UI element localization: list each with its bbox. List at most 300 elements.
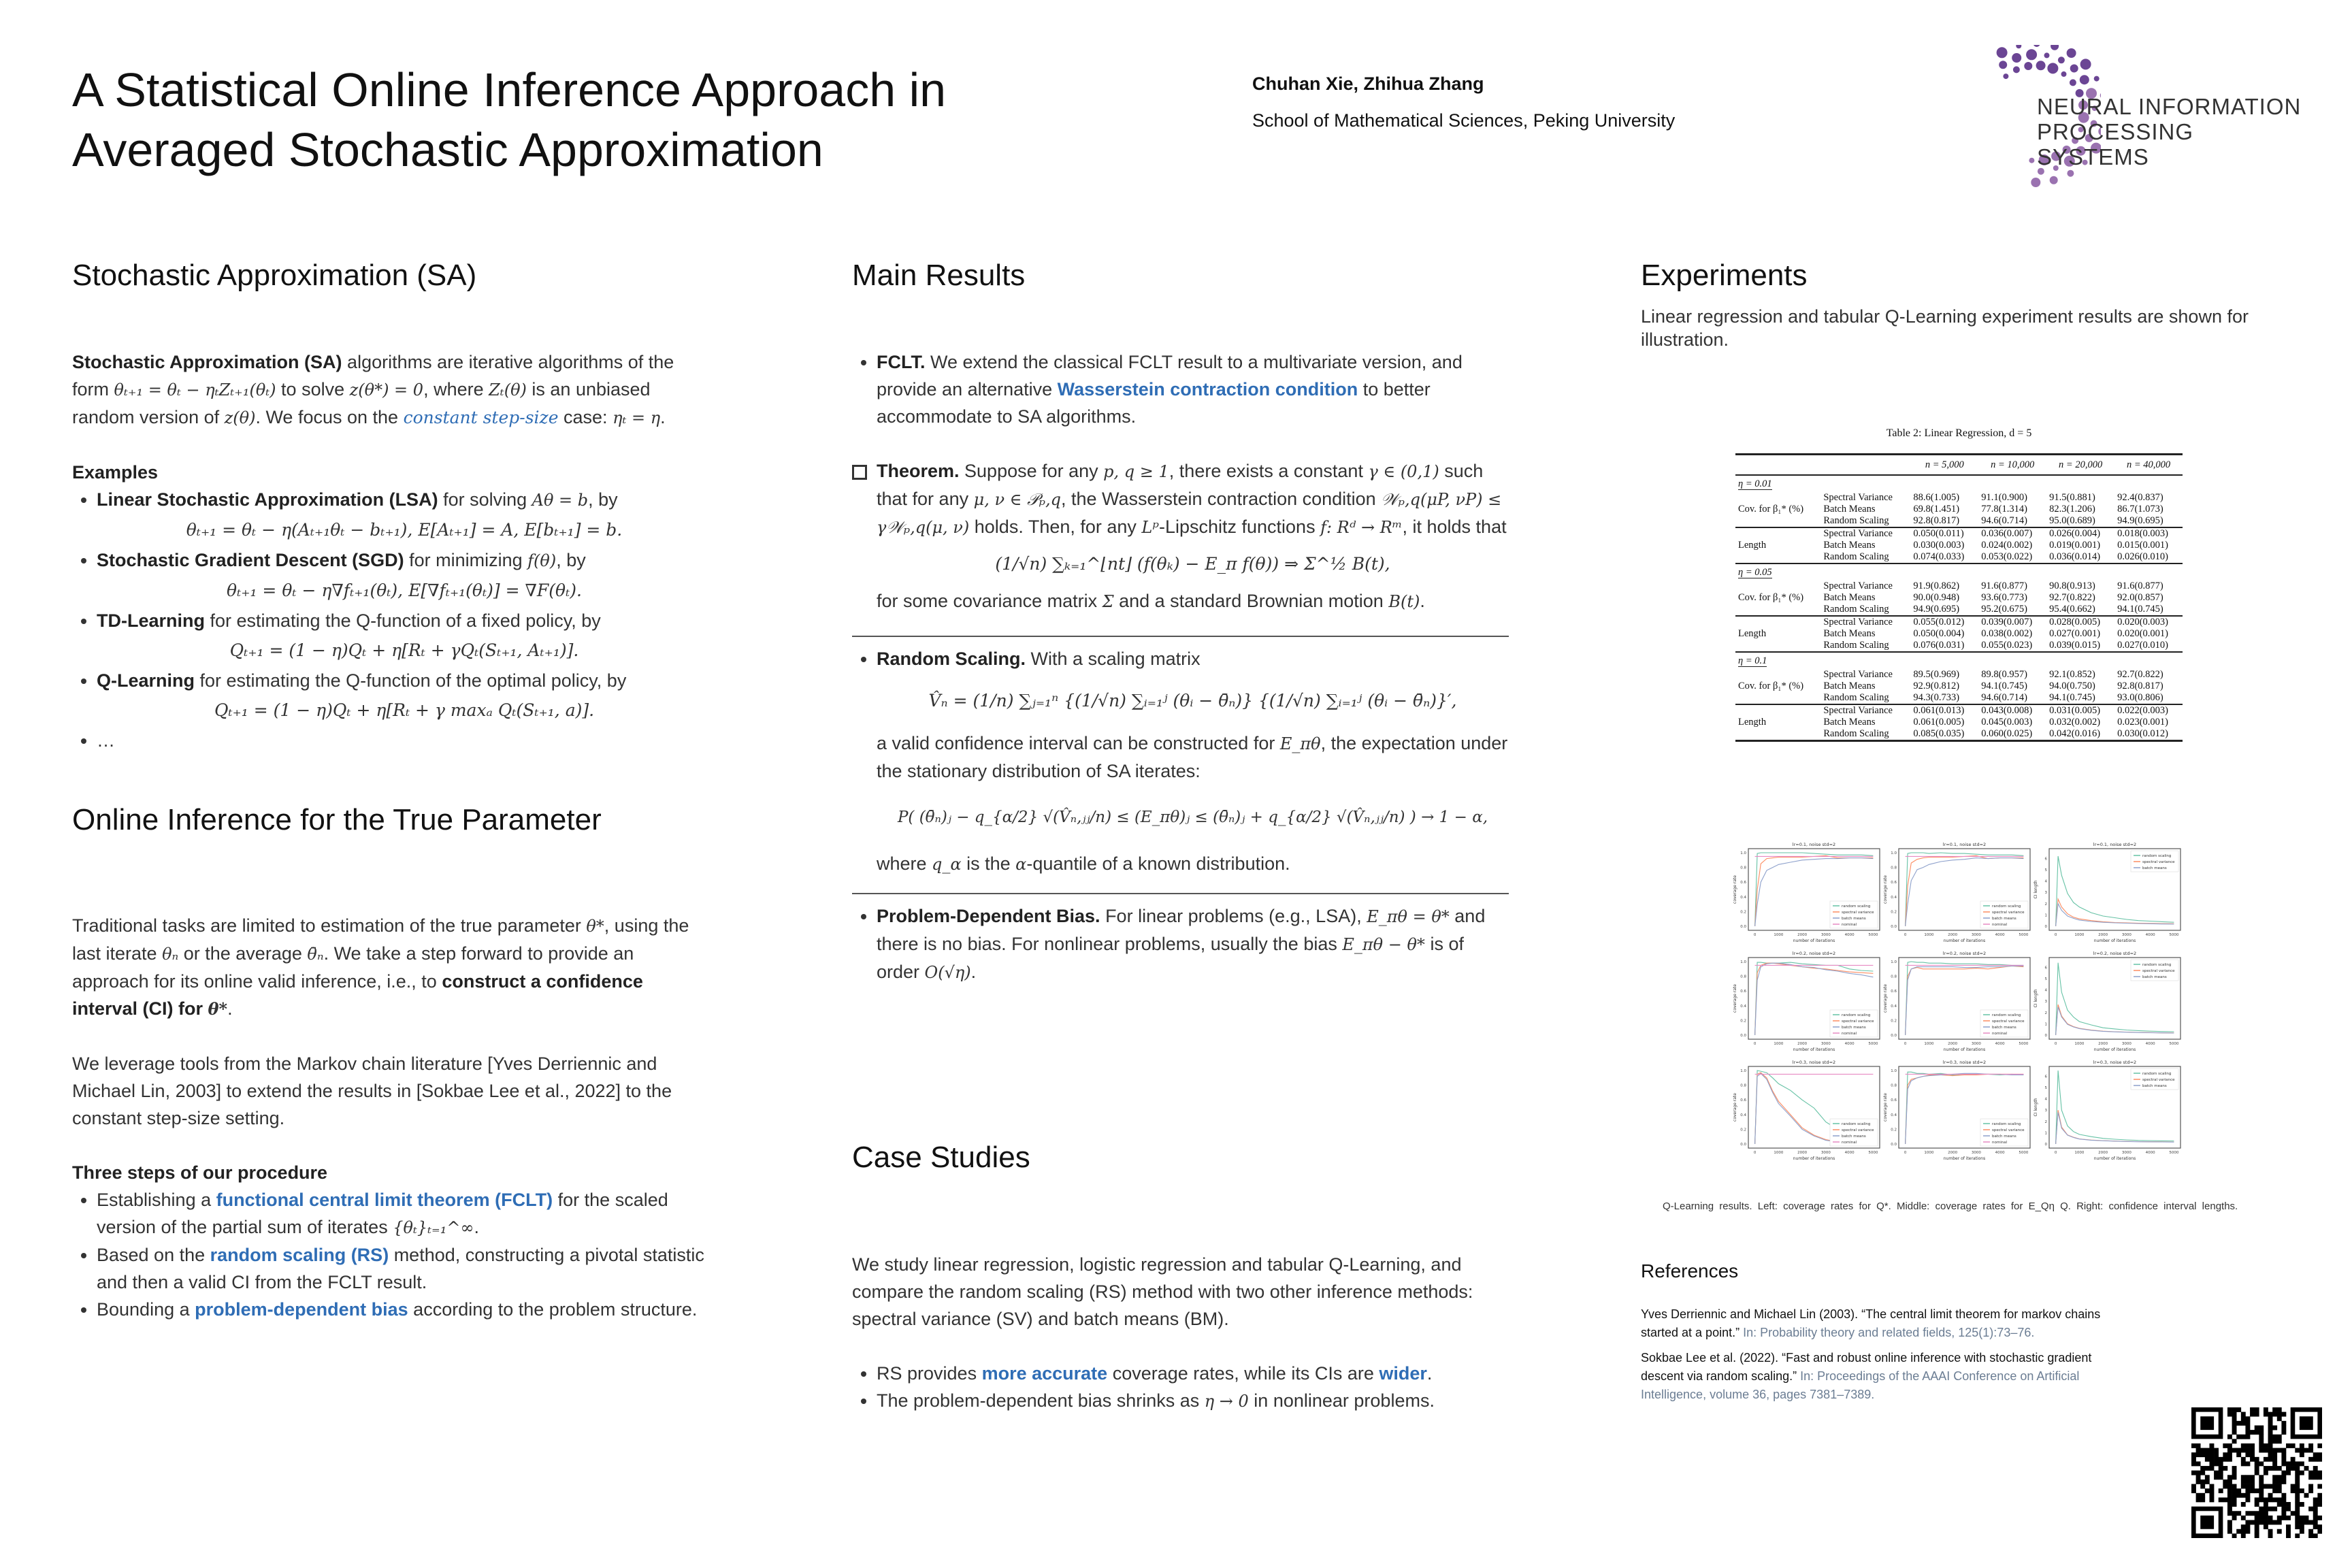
legend-label: batch means [1842, 1134, 1866, 1139]
main-results-section [852, 259, 1509, 986]
qr-module [2259, 1520, 2264, 1525]
qr-module [2209, 1461, 2214, 1466]
qr-module [2277, 1435, 2282, 1439]
results-table [1735, 453, 2183, 742]
rs-mid [877, 730, 1509, 785]
qr-module [2300, 1461, 2304, 1466]
table-cell: 90.8(0.913) [2049, 581, 2095, 591]
table-cell: Random Scaling [1823, 515, 1889, 526]
qr-module [2241, 1412, 2246, 1417]
qr-module [2196, 1461, 2201, 1466]
qr-module [2286, 1471, 2291, 1475]
legend-label: spectral variance [1992, 911, 2025, 915]
text-segment: for minimizing [404, 550, 528, 570]
qr-module [2277, 1475, 2282, 1480]
qr-module [2313, 1452, 2318, 1457]
text-segment: Aθ = b [532, 491, 589, 510]
qr-module [2214, 1448, 2219, 1453]
qr-module [2219, 1471, 2223, 1475]
qr-module [2227, 1457, 2232, 1462]
qr-module [2300, 1529, 2304, 1534]
x-tick-label: 1000 [1924, 1042, 1934, 1046]
rs-text [877, 645, 1509, 672]
rs-tail [877, 850, 1509, 878]
qr-module [2264, 1407, 2268, 1412]
x-tick-label: 1000 [2074, 933, 2085, 937]
text-segment: p, q ≥ 1 [1103, 462, 1169, 481]
qr-module [2313, 1520, 2318, 1525]
list-item [97, 667, 712, 724]
text-segment: α [1015, 855, 1027, 874]
qr-module [2277, 1407, 2282, 1412]
qr-module [2317, 1493, 2322, 1498]
qr-module [2300, 1516, 2304, 1520]
list-item [97, 727, 712, 754]
qr-module [2209, 1448, 2214, 1453]
logo-dot [1999, 61, 2007, 69]
text-segment: Stochastic Gradient Descent (SGD) [97, 550, 404, 570]
text-segment: for solving [438, 489, 532, 510]
bias-bullet [877, 902, 1509, 986]
x-tick-label: 5000 [2169, 1151, 2179, 1155]
qr-module [2264, 1457, 2268, 1462]
y-tick-label: 0.2 [1891, 910, 1897, 915]
text-segment: η → 0 [1204, 1392, 1249, 1411]
y-tick-label: 6 [2044, 1075, 2047, 1079]
qr-module [2255, 1520, 2259, 1525]
qr-module [2200, 1452, 2205, 1457]
table-cell: 0.032(0.002) [2049, 717, 2101, 728]
reference-venue: In: Probability theory and related fields, 125(1):73–76. [1740, 1326, 2035, 1339]
examples-heading: Examples [72, 462, 159, 483]
table-cell: 91.1(0.900) [1981, 492, 2027, 503]
line-chart [1732, 840, 1882, 949]
x-axis-label: number of iterations [1943, 1047, 1986, 1052]
qr-module [2245, 1493, 2250, 1498]
qr-module [2205, 1466, 2210, 1471]
qr-module [2259, 1448, 2264, 1453]
qr-module [2317, 1475, 2322, 1480]
line-chart [2033, 1058, 2183, 1166]
logo-dot [2061, 71, 2067, 77]
qr-module [2259, 1430, 2264, 1435]
qr-module [2259, 1488, 2264, 1493]
table-cell: 94.9(0.695) [2117, 515, 2163, 526]
qr-module [2209, 1466, 2214, 1471]
qr-module [2317, 1443, 2322, 1448]
text-segment: θ* [586, 917, 604, 936]
qr-module [2227, 1524, 2232, 1529]
text-segment: Random Scaling. [877, 649, 1026, 669]
qr-module [2291, 1443, 2296, 1448]
table-cell: 0.024(0.002) [1981, 540, 2033, 551]
qr-module [2236, 1421, 2241, 1426]
qr-module [2295, 1448, 2300, 1453]
qr-module [2219, 1475, 2223, 1480]
qr-module [2241, 1524, 2246, 1529]
text-segment: , using the last iterate [72, 915, 689, 964]
text-segment: , it holds that [1402, 517, 1507, 537]
y-tick-label: 3 [2044, 1000, 2047, 1004]
qr-module [2277, 1466, 2282, 1471]
theorem-equation: (1/√n) ∑ₖ₌₁^⌊nt⌋ (f(θₖ) − E_π f(θ)) ⇒ Σ^½ B(t), [995, 554, 1390, 574]
qr-module [2245, 1425, 2250, 1430]
qr-module [2259, 1484, 2264, 1489]
qr-module [2250, 1511, 2255, 1516]
qr-module [2277, 1412, 2282, 1417]
y-tick-label: 0.0 [1891, 1143, 1897, 1147]
qr-module [2232, 1493, 2237, 1498]
y-tick-label: 0.6 [1740, 881, 1746, 885]
text-segment: case: [558, 407, 613, 427]
text-segment: or the average [178, 943, 308, 964]
y-tick-label: 1.0 [1740, 1069, 1746, 1073]
qr-module [2295, 1471, 2300, 1475]
qr-module [2272, 1448, 2277, 1453]
qr-module [2264, 1507, 2268, 1512]
qr-module [2268, 1430, 2273, 1435]
legend-label: batch means [2142, 866, 2167, 870]
qr-module [2308, 1488, 2313, 1493]
text-segment: according to the problem structure. [408, 1299, 698, 1320]
steps-list [72, 1186, 712, 1323]
x-tick-label: 4000 [2145, 1042, 2155, 1046]
logo-dot [2067, 170, 2074, 177]
table-cell: 0.039(0.015) [2049, 640, 2101, 651]
qr-module [2264, 1511, 2268, 1516]
x-tick-label: 0 [2054, 1151, 2057, 1155]
qr-module [2272, 1507, 2277, 1512]
qr-module [2308, 1457, 2313, 1462]
table-cell: 0.042(0.016) [2049, 728, 2101, 739]
table-row [1735, 581, 2183, 592]
x-tick-label: 4000 [1995, 1151, 2005, 1155]
qr-module [2281, 1421, 2286, 1426]
text-segment: , the Wasserstein contraction condition [1060, 489, 1382, 509]
table-caption: Table 2: Linear Regression, d = 5 [1886, 427, 2032, 439]
experiments-section [1641, 259, 2287, 351]
list-item [97, 486, 712, 544]
qr-module [2291, 1466, 2296, 1471]
x-tick-label: 5000 [2019, 933, 2029, 937]
qr-module [2191, 1484, 2196, 1489]
y-tick-label: 0.8 [1891, 975, 1897, 979]
table-cell: 92.9(0.812) [1913, 681, 1960, 691]
qr-module [2196, 1475, 2201, 1480]
qr-module [2214, 1471, 2219, 1475]
qr-module [2272, 1466, 2277, 1471]
text-segment: -Lipschitz functions [1158, 517, 1321, 537]
qr-module [2191, 1443, 2196, 1448]
qr-module [2268, 1497, 2273, 1502]
qr-module [2255, 1529, 2259, 1534]
qr-module [2268, 1466, 2273, 1471]
y-axis-label: coverage rate [1733, 984, 1737, 1013]
qr-module [2286, 1443, 2291, 1448]
text-segment: E_πθ [1279, 734, 1321, 753]
qr-module [2272, 1520, 2277, 1525]
text-segment: Lᵖ [1141, 518, 1159, 537]
qr-module [2277, 1520, 2282, 1525]
y-tick-label: 0.2 [1891, 1128, 1897, 1132]
qr-module [2245, 1435, 2250, 1439]
random-scaling-bullet [877, 645, 1509, 878]
chart-title: lr=0.2, noise std=2 [2093, 951, 2137, 956]
reference-venue: In: Proceedings of the AAAI Conference on Artificial Intelligence, volume 36, pages 7381–7389. [1641, 1369, 2080, 1401]
y-tick-label: 0.2 [1891, 1019, 1897, 1024]
qr-module [2277, 1416, 2282, 1421]
text-segment: , where [423, 379, 489, 399]
qr-module [2272, 1461, 2277, 1466]
table-cell: 0.050(0.004) [1913, 628, 1965, 639]
y-tick-label: 1.0 [1740, 960, 1746, 964]
text-segment: z(θ) [224, 408, 256, 427]
x-tick-label: 4000 [1844, 933, 1855, 937]
table-cell: 92.1(0.852) [2049, 669, 2095, 680]
qr-module [2317, 1516, 2322, 1520]
table-cell: Spectral Variance [1823, 617, 1893, 627]
text-segment: a valid confidence interval can be constructed for [877, 733, 1280, 753]
text-segment: problem-dependent bias [195, 1299, 408, 1320]
legend-label: nominal [1842, 1141, 1857, 1145]
table-cell: 0.030(0.003) [1913, 540, 1965, 551]
legend-label: random scaling [1992, 1122, 2021, 1126]
qr-module [2200, 1484, 2205, 1489]
logo-dot [2047, 63, 2058, 74]
y-tick-label: 0.8 [1740, 866, 1746, 870]
qr-module [2223, 1452, 2227, 1457]
qr-module [2255, 1511, 2259, 1516]
qr-module [2272, 1457, 2277, 1462]
chart-title: lr=0.3, noise std=2 [1942, 1060, 1987, 1065]
qr-module [2300, 1520, 2304, 1525]
x-tick-label: 4000 [1844, 1042, 1855, 1046]
y-tick-label: 2 [2044, 902, 2047, 906]
qr-module [2223, 1484, 2227, 1489]
qr-module [2200, 1480, 2205, 1484]
qr-module [2277, 1488, 2282, 1493]
chart-title: lr=0.1, noise std=2 [1792, 842, 1836, 847]
x-tick-label: 3000 [2121, 1151, 2132, 1155]
x-tick-label: 2000 [1797, 1151, 1808, 1155]
qr-module [2227, 1452, 2232, 1457]
qr-module [2250, 1457, 2255, 1462]
qr-module [2245, 1529, 2250, 1534]
qr-module [2308, 1520, 2313, 1525]
qr-module [2196, 1452, 2201, 1457]
legend-label: spectral variance [1842, 911, 1874, 915]
case-list [852, 1360, 1509, 1415]
line-chart [1882, 949, 2033, 1058]
sa-section [72, 259, 712, 754]
table-cell: 92.7(0.822) [2049, 592, 2095, 603]
authors: Chuhan Xie, Zhihua Zhang [1252, 74, 1484, 94]
text-segment: f: Rᵈ → Rᵐ [1320, 518, 1403, 537]
reference-item [1641, 1349, 2110, 1404]
y-tick-label: 1 [2044, 1131, 2047, 1136]
text-segment: . [1426, 1363, 1433, 1384]
reference-text: Yves Derriennic and Michael Lin (2003). “The central limit theorem for markov chains started at a point.” [1641, 1307, 2101, 1339]
title-line-1: A Statistical Online Inference Approach in [72, 63, 947, 116]
qr-module [2300, 1471, 2304, 1475]
fclt-bullet [877, 348, 1509, 430]
qr-module [2300, 1443, 2304, 1448]
section-heading: Stochastic Approximation (SA) [72, 259, 477, 292]
y-tick-label: 2 [2044, 1011, 2047, 1015]
qr-module [2236, 1407, 2241, 1412]
text-segment: f(θ) [527, 551, 557, 570]
qr-module [2259, 1435, 2264, 1439]
qr-module [2227, 1412, 2232, 1417]
qr-module [2308, 1448, 2313, 1453]
qr-module [2214, 1461, 2219, 1466]
qr-module [2313, 1497, 2318, 1502]
qr-module [2227, 1511, 2232, 1516]
qr-module [2300, 1452, 2304, 1457]
logo-dot [2070, 79, 2076, 86]
affiliation: School of Mathematical Sciences, Peking University [1252, 110, 1676, 131]
qr-module [2295, 1497, 2300, 1502]
y-tick-label: 0.4 [1740, 895, 1746, 900]
divider [852, 893, 1509, 894]
legend-label: random scaling [1992, 904, 2021, 909]
qr-module [2272, 1435, 2277, 1439]
metric-label: Length [1738, 628, 1767, 639]
table-cell: 92.8(0.817) [2117, 681, 2163, 691]
table-cell: 90.0(0.948) [1913, 592, 1960, 603]
y-tick-label: 0 [2044, 1034, 2047, 1038]
x-tick-label: 1000 [2074, 1042, 2085, 1046]
qr-module [2223, 1466, 2227, 1471]
qr-module [2317, 1484, 2322, 1489]
table-cell: 94.9(0.695) [1913, 604, 1960, 615]
table-cell: 0.027(0.001) [2049, 628, 2101, 639]
qr-module [2232, 1416, 2237, 1421]
x-tick-label: 5000 [2169, 933, 2179, 937]
title-line-2: Averaged Stochastic Approximation [72, 123, 823, 176]
qr-module [2196, 1448, 2201, 1453]
qr-module [2317, 1471, 2322, 1475]
table-cell: 95.4(0.662) [2049, 604, 2095, 615]
x-tick-label: 4000 [1995, 1042, 2005, 1046]
logo-dot [1997, 47, 2008, 58]
y-tick-label: 0.2 [1740, 910, 1746, 915]
x-tick-label: 5000 [1868, 1042, 1878, 1046]
qr-module [2232, 1484, 2237, 1489]
legend-label: batch means [1842, 917, 1866, 921]
qr-module [2245, 1484, 2250, 1489]
qr-module [2205, 1488, 2210, 1493]
metric-label: Cov. for β₁* (%) [1738, 504, 1804, 514]
qr-module [2317, 1452, 2322, 1457]
text-segment: random scaling (RS) [210, 1245, 389, 1265]
text-segment: wider [1379, 1363, 1427, 1384]
qr-module [2250, 1443, 2255, 1448]
qr-module [2227, 1529, 2232, 1534]
metric-label: Length [1738, 717, 1767, 728]
x-tick-label: 1000 [1924, 1151, 1934, 1155]
table-cell: 82.3(1.206) [2049, 504, 2095, 514]
qr-module [2232, 1502, 2237, 1507]
qr-module [2255, 1425, 2259, 1430]
qr-module [2241, 1416, 2246, 1421]
qr-module [2268, 1435, 2273, 1439]
qr-module [2214, 1475, 2219, 1480]
x-tick-label: 1000 [1774, 933, 1784, 937]
y-tick-label: 0.6 [1891, 990, 1897, 994]
legend-label: batch means [1992, 917, 2016, 921]
qr-module [2191, 1457, 2196, 1462]
qr-module [2236, 1511, 2241, 1516]
text-segment: . [474, 1217, 479, 1237]
y-tick-label: 1.0 [1891, 960, 1897, 964]
text-segment: With a scaling matrix [1026, 649, 1200, 669]
y-tick-label: 2 [2044, 1120, 2047, 1124]
logo-dot [2029, 158, 2034, 163]
qr-module [2219, 1488, 2223, 1493]
qr-module [2191, 1488, 2196, 1493]
qr-module [2300, 1524, 2304, 1529]
qr-module [2281, 1497, 2286, 1502]
qr-module [2219, 1497, 2223, 1502]
table-cell: 94.1(0.745) [1981, 681, 2027, 691]
qr-module [2268, 1516, 2273, 1520]
qr-module [2295, 1524, 2300, 1529]
qr-module [2232, 1425, 2237, 1430]
text-segment: , by [556, 550, 586, 570]
y-axis-label: coverage rate [1883, 984, 1888, 1013]
qr-module [2264, 1448, 2268, 1453]
text-segment: for estimating the Q-function of the optimal policy, by [195, 670, 627, 691]
x-tick-label: 5000 [2019, 1151, 2029, 1155]
text-segment: and a standard Brownian motion [1113, 591, 1389, 611]
qr-module [2268, 1493, 2273, 1498]
table-header [1735, 455, 2183, 475]
qr-module [2209, 1497, 2214, 1502]
y-tick-label: 5 [2044, 1085, 2047, 1090]
text-segment: Zₜ(θ) [489, 380, 527, 399]
qr-module [2281, 1412, 2286, 1417]
text-segment: θ̄ₙ [307, 945, 324, 964]
text-segment: , the expectation under the stationary distribution of SA iterates: [877, 733, 1508, 781]
qr-code[interactable] [2191, 1407, 2322, 1538]
text-segment: . [970, 962, 977, 982]
table-cell: Random Scaling [1823, 692, 1889, 703]
table-cell: 91.6(0.877) [1981, 581, 2027, 591]
legend-label: random scaling [2142, 1072, 2172, 1076]
text-segment: -quantile of a known distribution. [1026, 853, 1290, 874]
qr-module [2241, 1461, 2246, 1466]
qr-module [2223, 1497, 2227, 1502]
text-segment: Linear Stochastic Approximation (LSA) [97, 489, 438, 510]
examples-list [72, 486, 712, 754]
qr-module [2227, 1443, 2232, 1448]
table-cell: 0.020(0.001) [2117, 628, 2168, 639]
qr-module [2250, 1475, 2255, 1480]
legend-label: nominal [1842, 923, 1857, 927]
line-chart [1732, 1058, 1882, 1166]
qr-module [2232, 1516, 2237, 1520]
table-cell: Batch Means [1823, 592, 1876, 603]
qr-module [2313, 1471, 2318, 1475]
qr-module [2245, 1497, 2250, 1502]
x-tick-label: 5000 [1868, 933, 1878, 937]
text-segment: algorithms are iterative algorithms of the form [72, 352, 674, 399]
qr-module [2255, 1466, 2259, 1471]
qr-module [2300, 1488, 2304, 1493]
table-cell: 94.0(0.750) [2049, 681, 2095, 691]
qr-module [2245, 1448, 2250, 1453]
